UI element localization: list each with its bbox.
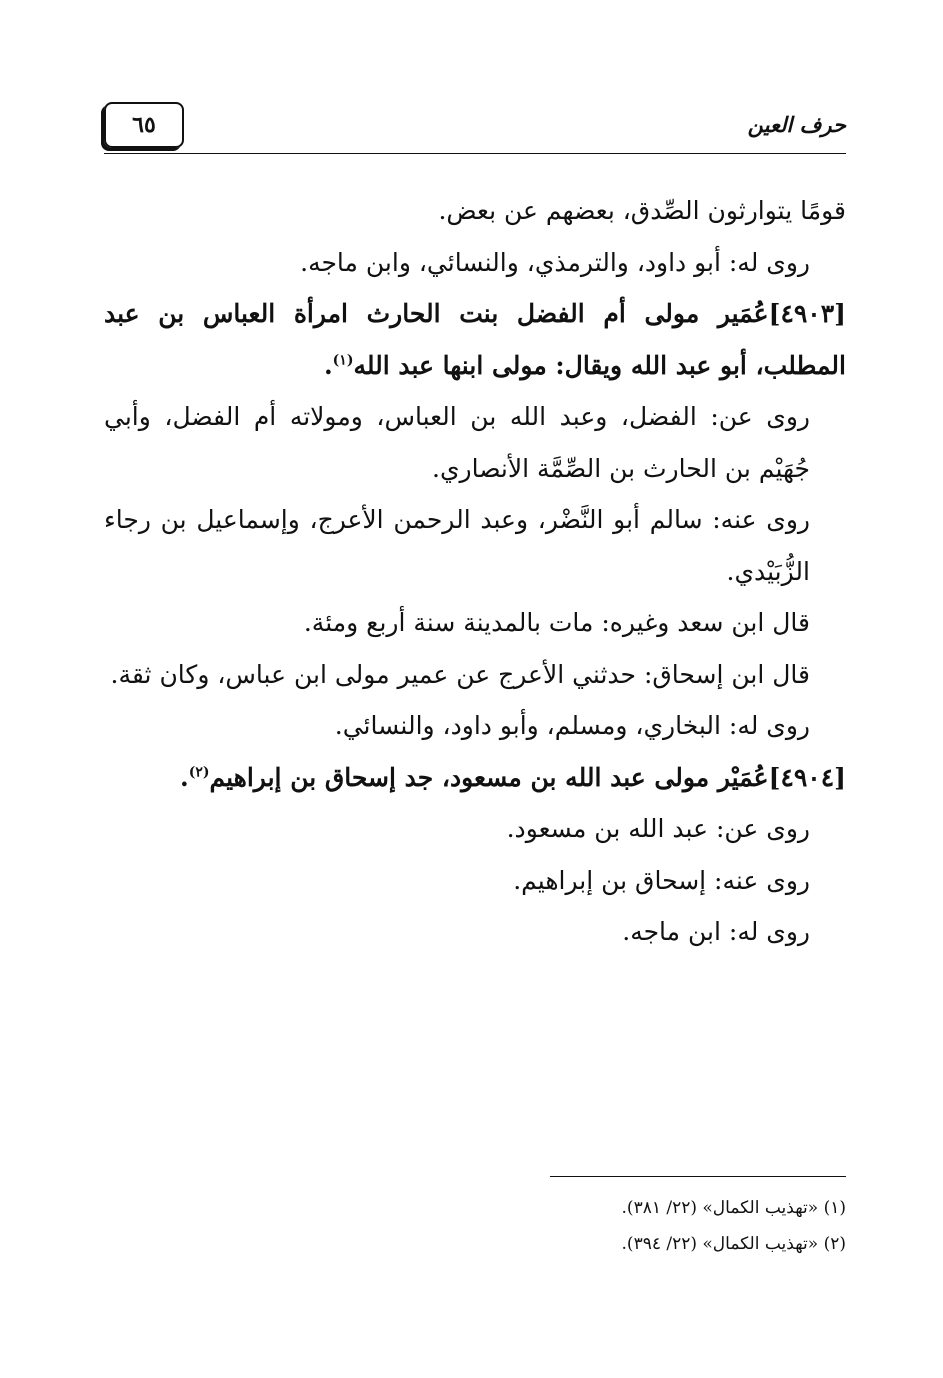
paragraph: روى عن: الفضل، وعبد الله بن العباس، ومولاته أم الفضل، وأبي جُهَيْم بن الحارث بن الصِّمَّة الأنصاري. <box>104 402 810 483</box>
entry-heading-4904: [٤٩٠٤]عُمَيْر مولى عبد الله بن مسعود، جد إسحاق بن إبراهيم$^{(٢)}$. <box>179 762 846 792</box>
running-title: حرف العين <box>747 112 846 137</box>
paragraph: روى له: ابن ماجه. <box>622 917 810 946</box>
paragraph: قال ابن سعد وغيره: مات بالمدينة سنة أربع ومئة. <box>303 608 810 637</box>
footnote: (٢) «تهذيب الكمال» (٢٢/ ٣٩٤). <box>621 1234 846 1254</box>
paragraph: روى له: البخاري، ومسلم، وأبو داود، والنسائي. <box>334 711 810 740</box>
entry-title: عُمَيْر مولى عبد الله بن مسعود، جد إسحاق بن إبراهيم <box>209 762 769 792</box>
page-number-box <box>104 102 184 148</box>
entry-number: [٤٩٠٤] <box>768 762 846 792</box>
paragraph: قومًا يتوارثون الصِّدق، بعضهم عن بعض. <box>438 196 846 225</box>
main-text <box>104 185 846 958</box>
paragraph: روى عن: عبد الله بن مسعود. <box>506 814 810 843</box>
entry-number: [٤٩٠٣] <box>768 299 846 328</box>
paragraph: قال ابن إسحاق: حدثني الأعرج عن عمير مولى ابن عباس، وكان ثقة. <box>110 659 810 689</box>
page-number: ٦٥ <box>132 112 156 138</box>
footnote: (١) «تهذيب الكمال» (٢٢/ ٣٨١). <box>621 1198 846 1218</box>
header-rule <box>104 153 846 154</box>
entry-title: عُمَير مولى أم الفضل بنت الحارث امرأة العباس بن عبد المطلب، أبو عبد الله ويقال: مولى ابنها عبد الله <box>104 299 846 380</box>
paragraph: روى عنه: إسحاق بن إبراهيم. <box>513 865 810 895</box>
paragraph: روى له: أبو داود، والترمذي، والنسائي، وابن ماجه. <box>300 247 810 277</box>
footnote-ref: (٢) <box>188 764 210 781</box>
entry-heading-4903: [٤٩٠٣]عُمَير مولى أم الفضل بنت الحارث امرأة العباس بن عبد المطلب، أبو عبد الله ويقال: مولى ابنها عبد الله$^{(١)}$. <box>104 299 846 380</box>
footnotes <box>104 1190 846 1262</box>
footnote-rule <box>550 1176 846 1177</box>
footnote-ref: (١) <box>332 352 354 369</box>
page-header <box>104 98 846 158</box>
paragraph: روى عنه: سالم أبو النَّضْر، وعبد الرحمن الأعرج، وإسماعيل بن رجاء الزُّبَيْدي. <box>104 505 810 586</box>
